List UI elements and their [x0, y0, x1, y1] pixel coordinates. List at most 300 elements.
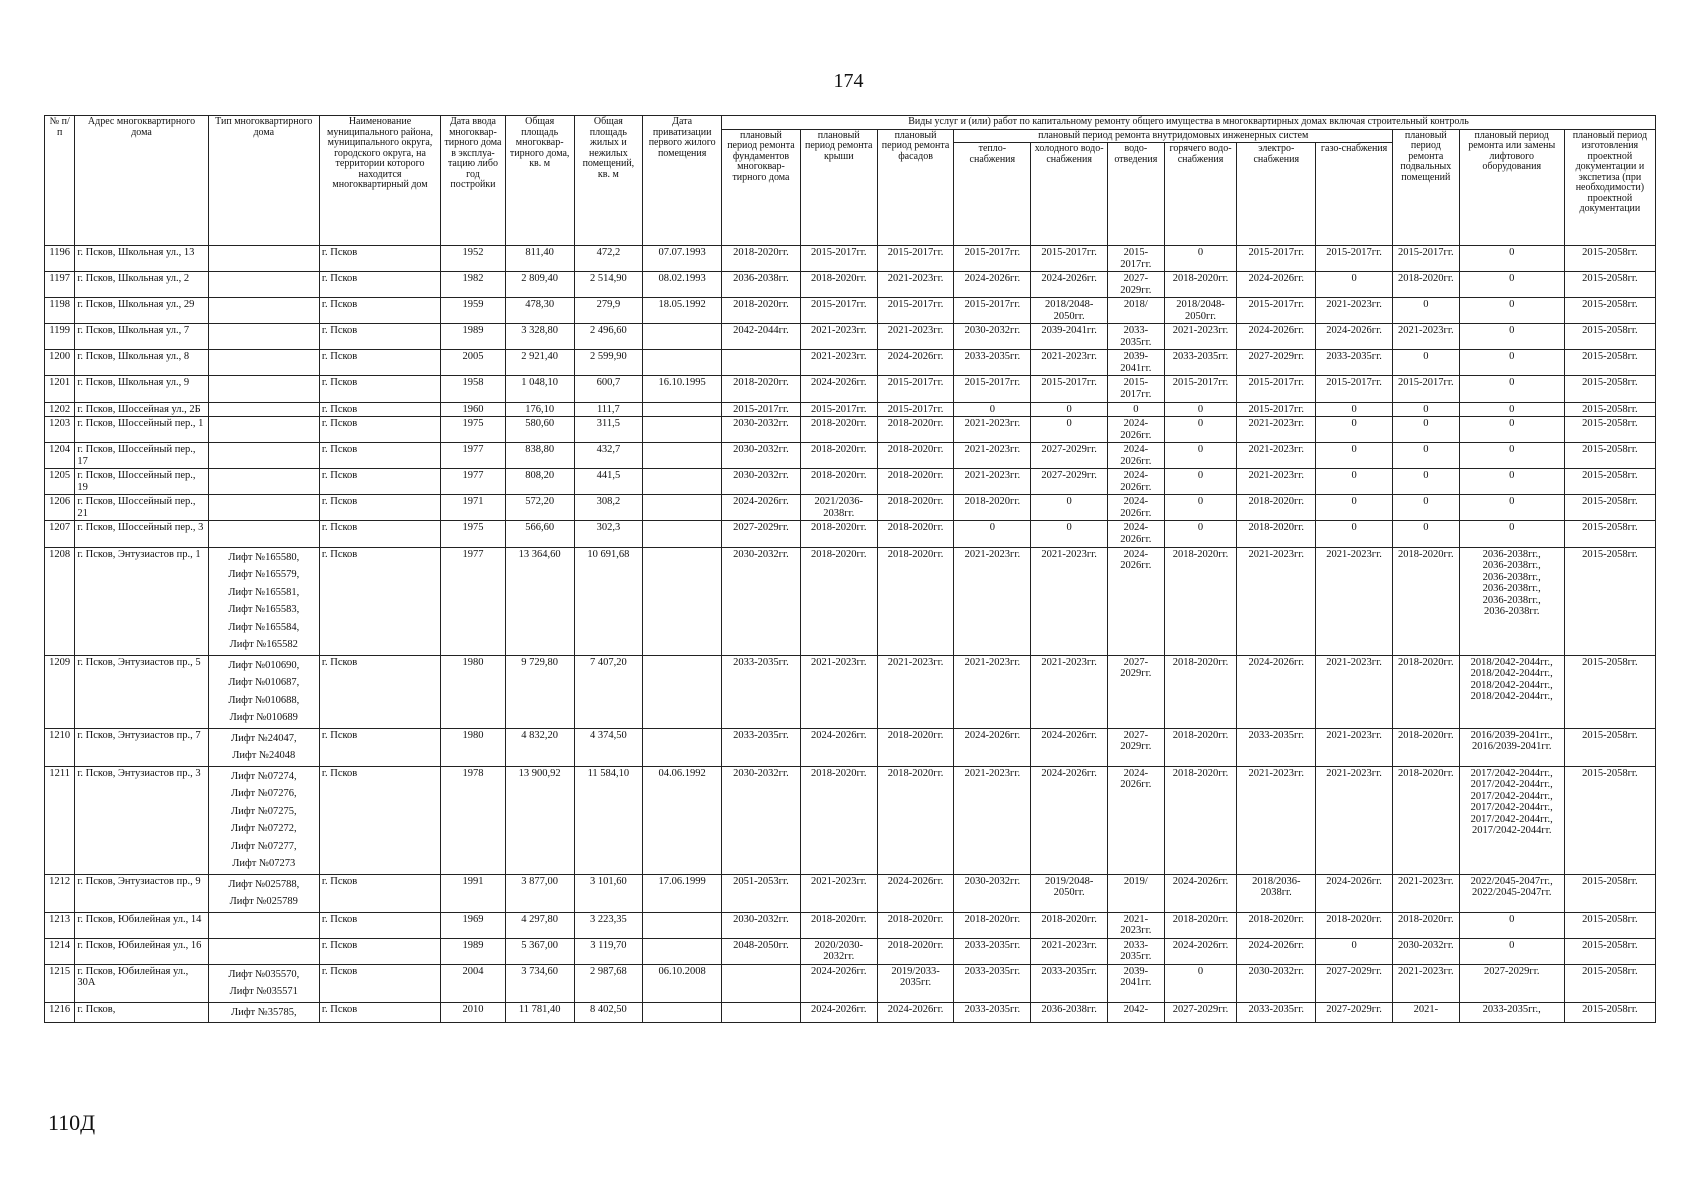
- cell-living-area: 600,7: [574, 376, 643, 402]
- lift-id: Лифт №010689: [229, 712, 298, 724]
- cell-hot-water: 2018-2020гг.: [1164, 547, 1237, 655]
- cell-total-area: 5 367,00: [505, 938, 574, 964]
- cell-total-area: 838,80: [505, 443, 574, 469]
- cell-heat: 0: [954, 402, 1031, 417]
- cell-elevator: [1459, 417, 1564, 443]
- cell-total-area: 9 729,80: [505, 655, 574, 728]
- cell-total-area: 2 921,40: [505, 350, 574, 376]
- cell-sewer: 2027-2029гг.: [1108, 272, 1165, 298]
- cell-design-docs: 2015-2058гг.: [1564, 469, 1655, 495]
- cell-hot-water: 2018/2048-2050гг.: [1164, 298, 1237, 324]
- cell-sewer: 2019/: [1108, 874, 1165, 912]
- cell-type: [208, 655, 319, 728]
- cell-heat: 2015-2017гг.: [954, 246, 1031, 272]
- cell-heat: 0: [954, 521, 1031, 547]
- cell-type: [208, 324, 319, 350]
- cell-address: г. Псков, Юбилейная ул., 16: [75, 938, 208, 964]
- cell-roof: 2024-2026гг.: [800, 1002, 877, 1023]
- cell-living-area: 302,3: [574, 521, 643, 547]
- table-row: [45, 469, 1656, 495]
- elevator-period: 2036-2038гг.,: [1482, 583, 1541, 595]
- cell-hot-water: 2027-2029гг.: [1164, 1002, 1237, 1023]
- cell-facade: 2015-2017гг.: [877, 298, 954, 324]
- cell-facade: 2018-2020гг.: [877, 495, 954, 521]
- header-type: Тип многоквартирного дома: [208, 116, 319, 246]
- cell-total-area: 3 877,00: [505, 874, 574, 912]
- table-row: [45, 938, 1656, 964]
- header-commission: Дата ввода многоквар-тирного дома в эксплуа-тацию либо год постройки: [441, 116, 506, 246]
- cell-cold-water: 2018/2048-2050гг.: [1031, 298, 1108, 324]
- cell-foundation: 2018-2020гг.: [722, 298, 801, 324]
- table-row: [45, 521, 1656, 547]
- cell-sewer: 2042-: [1108, 1002, 1165, 1023]
- cell-num: 1214: [45, 938, 75, 964]
- cell-municipality: г. Псков: [319, 246, 440, 272]
- cell-hot-water: 0: [1164, 469, 1237, 495]
- elevator-period: 2018/2042-2044гг.,: [1470, 679, 1553, 691]
- cell-num: 1212: [45, 874, 75, 912]
- cell-design-docs: 2015-2058гг.: [1564, 495, 1655, 521]
- cell-heat: 2021-2023гг.: [954, 443, 1031, 469]
- table-row: [45, 324, 1656, 350]
- cell-address: г. Псков, Юбилейная ул., 30А: [75, 964, 208, 1002]
- cell-foundation: [722, 350, 801, 376]
- cell-num: 1199: [45, 324, 75, 350]
- cell-basement: 0: [1392, 417, 1459, 443]
- cell-living-area: 8 402,50: [574, 1002, 643, 1023]
- elevator-period: 0: [1509, 325, 1515, 337]
- cell-type: [208, 443, 319, 469]
- cell-year: 1991: [441, 874, 506, 912]
- table-body: [45, 246, 1656, 1023]
- cell-living-area: 279,9: [574, 298, 643, 324]
- cell-elevator: [1459, 246, 1564, 272]
- cell-year: 1960: [441, 402, 506, 417]
- cell-privatization: 06.10.2008: [643, 964, 722, 1002]
- cell-roof: 2024-2026гг.: [800, 964, 877, 1002]
- cell-elevator: [1459, 443, 1564, 469]
- cell-hot-water: 0: [1164, 521, 1237, 547]
- cell-living-area: 4 374,50: [574, 728, 643, 766]
- cell-municipality: г. Псков: [319, 469, 440, 495]
- table-row: [45, 912, 1656, 938]
- cell-hot-water: 2015-2017гг.: [1164, 376, 1237, 402]
- cell-heat: 2018-2020гг.: [954, 495, 1031, 521]
- cell-sewer: 2024-2026гг.: [1108, 417, 1165, 443]
- cell-sewer: 2024-2026гг.: [1108, 547, 1165, 655]
- cell-municipality: г. Псков: [319, 324, 440, 350]
- cell-foundation: 2030-2032гг.: [722, 469, 801, 495]
- cell-gas: 2027-2029гг.: [1316, 1002, 1393, 1023]
- cell-heat: 2021-2023гг.: [954, 469, 1031, 495]
- cell-total-area: 808,20: [505, 469, 574, 495]
- lift-id: Лифт №010688,: [228, 694, 300, 706]
- cell-design-docs: 2015-2058гг.: [1564, 912, 1655, 938]
- cell-heat: 2021-2023гг.: [954, 655, 1031, 728]
- cell-type: [208, 417, 319, 443]
- cell-year: 1952: [441, 246, 506, 272]
- table-row: [45, 874, 1656, 912]
- cell-municipality: г. Псков: [319, 350, 440, 376]
- header-roof: плановый период ремонта крыши: [800, 129, 877, 246]
- elevator-period: 2036-2038гг.,: [1482, 594, 1541, 606]
- cell-roof: 2018-2020гг.: [800, 766, 877, 874]
- cell-hot-water: 2024-2026гг.: [1164, 874, 1237, 912]
- cell-foundation: 2030-2032гг.: [722, 912, 801, 938]
- table-row: [45, 417, 1656, 443]
- cell-hot-water: 2021-2023гг.: [1164, 324, 1237, 350]
- cell-municipality: г. Псков: [319, 766, 440, 874]
- cell-total-area: 566,60: [505, 521, 574, 547]
- cell-privatization: [643, 350, 722, 376]
- cell-privatization: 18.05.1992: [643, 298, 722, 324]
- elevator-period: 0: [1509, 418, 1515, 430]
- cell-basement: 2030-2032гг.: [1392, 938, 1459, 964]
- cell-electric: 2015-2017гг.: [1237, 376, 1316, 402]
- header-facade: плановый период ремонта фасадов: [877, 129, 954, 246]
- table-row: [45, 443, 1656, 469]
- cell-living-area: 3 119,70: [574, 938, 643, 964]
- cell-municipality: г. Псков: [319, 272, 440, 298]
- cell-address: г. Псков, Энтузиастов пр., 9: [75, 874, 208, 912]
- lift-id: Лифт №07272,: [230, 823, 297, 835]
- cell-design-docs: 2015-2058гг.: [1564, 938, 1655, 964]
- cell-facade: 2018-2020гг.: [877, 912, 954, 938]
- cell-gas: 2021-2023гг.: [1316, 655, 1393, 728]
- cell-basement: 0: [1392, 521, 1459, 547]
- cell-address: г. Псков, Шоссейный пер., 17: [75, 443, 208, 469]
- cell-foundation: [722, 964, 801, 1002]
- cell-facade: 2021-2023гг.: [877, 655, 954, 728]
- cell-year: 1959: [441, 298, 506, 324]
- cell-hot-water: 2018-2020гг.: [1164, 728, 1237, 766]
- cell-roof: 2018-2020гг.: [800, 443, 877, 469]
- cell-elevator: [1459, 655, 1564, 728]
- cell-total-area: 2 809,40: [505, 272, 574, 298]
- elevator-period: 2017/2042-2044гг.,: [1470, 779, 1553, 791]
- cell-num: 1203: [45, 417, 75, 443]
- cell-elevator: [1459, 495, 1564, 521]
- cell-municipality: г. Псков: [319, 655, 440, 728]
- cell-roof: 2021-2023гг.: [800, 324, 877, 350]
- cell-basement: 2015-2017гг.: [1392, 246, 1459, 272]
- cell-roof: 2020/2030-2032гг.: [800, 938, 877, 964]
- cell-foundation: 2015-2017гг.: [722, 402, 801, 417]
- cell-basement: 2018-2020гг.: [1392, 547, 1459, 655]
- cell-facade: 2018-2020гг.: [877, 417, 954, 443]
- header-works-group: Виды услуг и (или) работ по капитальному ремонту общего имущества в многоквартирных домах включая строительный контроль: [722, 116, 1656, 130]
- cell-sewer: 0: [1108, 402, 1165, 417]
- cell-roof: 2024-2026гг.: [800, 728, 877, 766]
- lift-id: Лифт №24048: [232, 750, 296, 762]
- elevator-period: 0: [1509, 939, 1515, 951]
- cell-elevator: [1459, 938, 1564, 964]
- cell-foundation: 2033-2035гг.: [722, 728, 801, 766]
- cell-foundation: 2051-2053гг.: [722, 874, 801, 912]
- cell-num: 1197: [45, 272, 75, 298]
- cell-num: 1211: [45, 766, 75, 874]
- cell-sewer: 2021-2023гг.: [1108, 912, 1165, 938]
- cell-municipality: г. Псков: [319, 376, 440, 402]
- cell-living-area: 441,5: [574, 469, 643, 495]
- cell-heat: 2030-2032гг.: [954, 324, 1031, 350]
- cell-type: [208, 272, 319, 298]
- cell-design-docs: 2015-2058гг.: [1564, 728, 1655, 766]
- cell-design-docs: 2015-2058гг.: [1564, 964, 1655, 1002]
- cell-privatization: [643, 547, 722, 655]
- cell-gas: 0: [1316, 272, 1393, 298]
- elevator-period: 2022/2045-2047гг.: [1471, 887, 1552, 899]
- cell-privatization: [643, 402, 722, 417]
- cell-heat: 2033-2035гг.: [954, 350, 1031, 376]
- cell-address: г. Псков, Шоссейный пер., 21: [75, 495, 208, 521]
- cell-cold-water: 2027-2029гг.: [1031, 469, 1108, 495]
- cell-address: г. Псков,: [75, 1002, 208, 1023]
- cell-year: 1980: [441, 728, 506, 766]
- cell-roof: 2018-2020гг.: [800, 521, 877, 547]
- header-engineering-group: плановый период ремонта внутридомовых инженерных систем: [954, 129, 1393, 143]
- cell-privatization: [643, 417, 722, 443]
- footer-code: 110Д: [48, 1110, 96, 1135]
- cell-roof: 2015-2017гг.: [800, 402, 877, 417]
- cell-privatization: [643, 1002, 722, 1023]
- cell-num: 1216: [45, 1002, 75, 1023]
- table-row: [45, 495, 1656, 521]
- header-electric: электро-снабжения: [1237, 143, 1316, 246]
- cell-type: [208, 350, 319, 376]
- elevator-period: 2022/2045-2047гг.,: [1470, 875, 1553, 887]
- cell-roof: 2021-2023гг.: [800, 874, 877, 912]
- elevator-period: 0: [1509, 470, 1515, 482]
- header-foundation: плановый период ремонта фундаментов многоквар-тирного дома: [722, 129, 801, 246]
- cell-heat: 2033-2035гг.: [954, 1002, 1031, 1023]
- cell-type: [208, 728, 319, 766]
- cell-privatization: [643, 655, 722, 728]
- header-gas: газо-снабжения: [1316, 143, 1393, 246]
- cell-facade: 2018-2020гг.: [877, 938, 954, 964]
- cell-facade: 2021-2023гг.: [877, 272, 954, 298]
- cell-total-area: 4 297,80: [505, 912, 574, 938]
- cell-municipality: г. Псков: [319, 874, 440, 912]
- cell-privatization: 16.10.1995: [643, 376, 722, 402]
- cell-year: 1975: [441, 417, 506, 443]
- cell-facade: 2021-2023гг.: [877, 324, 954, 350]
- cell-foundation: 2018-2020гг.: [722, 246, 801, 272]
- cell-num: 1204: [45, 443, 75, 469]
- cell-year: 1982: [441, 272, 506, 298]
- cell-roof: 2015-2017гг.: [800, 246, 877, 272]
- cell-total-area: 580,60: [505, 417, 574, 443]
- cell-living-area: 7 407,20: [574, 655, 643, 728]
- cell-heat: 2033-2035гг.: [954, 938, 1031, 964]
- cell-cold-water: 0: [1031, 402, 1108, 417]
- cell-design-docs: 2015-2058гг.: [1564, 402, 1655, 417]
- cell-basement: 2018-2020гг.: [1392, 912, 1459, 938]
- cell-facade: 2015-2017гг.: [877, 402, 954, 417]
- elevator-period: 2027-2029гг.: [1483, 965, 1540, 977]
- cell-cold-water: 2024-2026гг.: [1031, 272, 1108, 298]
- cell-electric: 2015-2017гг.: [1237, 402, 1316, 417]
- cell-total-area: 13 900,92: [505, 766, 574, 874]
- lift-id: Лифт №07275,: [230, 805, 297, 817]
- cell-total-area: 4 832,20: [505, 728, 574, 766]
- cell-foundation: 2030-2032гг.: [722, 417, 801, 443]
- cell-elevator: [1459, 912, 1564, 938]
- cell-living-area: 472,2: [574, 246, 643, 272]
- cell-cold-water: 2033-2035гг.: [1031, 964, 1108, 1002]
- cell-design-docs: 2015-2058гг.: [1564, 350, 1655, 376]
- cell-sewer: 2024-2026гг.: [1108, 469, 1165, 495]
- cell-hot-water: 2024-2026гг.: [1164, 938, 1237, 964]
- elevator-period: 2018/2042-2044гг.,: [1470, 691, 1553, 703]
- cell-electric: 2027-2029гг.: [1237, 350, 1316, 376]
- cell-privatization: [643, 521, 722, 547]
- cell-facade: 2024-2026гг.: [877, 350, 954, 376]
- cell-gas: 0: [1316, 443, 1393, 469]
- cell-municipality: г. Псков: [319, 402, 440, 417]
- cell-facade: 2024-2026гг.: [877, 874, 954, 912]
- cell-foundation: [722, 1002, 801, 1023]
- table-row: [45, 547, 1656, 655]
- cell-heat: 2024-2026гг.: [954, 272, 1031, 298]
- cell-foundation: 2042-2044гг.: [722, 324, 801, 350]
- header-hot-water: горячего водо-снабжения: [1164, 143, 1237, 246]
- cell-address: г. Псков, Шоссейная ул., 2Б: [75, 402, 208, 417]
- cell-electric: 2024-2026гг.: [1237, 324, 1316, 350]
- cell-gas: 2027-2029гг.: [1316, 964, 1393, 1002]
- cell-roof: 2018-2020гг.: [800, 912, 877, 938]
- cell-privatization: [643, 443, 722, 469]
- cell-electric: 2018-2020гг.: [1237, 912, 1316, 938]
- cell-foundation: 2030-2032гг.: [722, 547, 801, 655]
- cell-address: г. Псков, Энтузиастов пр., 1: [75, 547, 208, 655]
- cell-cold-water: 0: [1031, 521, 1108, 547]
- cell-electric: 2033-2035гг.: [1237, 1002, 1316, 1023]
- cell-address: г. Псков, Юбилейная ул., 14: [75, 912, 208, 938]
- cell-elevator: [1459, 874, 1564, 912]
- cell-basement: 2018-2020гг.: [1392, 766, 1459, 874]
- cell-cold-water: 2036-2038гг.: [1031, 1002, 1108, 1023]
- elevator-period: 2036-2038гг.,: [1482, 548, 1541, 560]
- header-heat: тепло-снабжения: [954, 143, 1031, 246]
- table-row: [45, 655, 1656, 728]
- cell-year: 1975: [441, 521, 506, 547]
- cell-design-docs: 2015-2058гг.: [1564, 443, 1655, 469]
- elevator-period: 0: [1509, 403, 1515, 415]
- cell-sewer: 2027-2029гг.: [1108, 728, 1165, 766]
- cell-total-area: 13 364,60: [505, 547, 574, 655]
- cell-design-docs: 2015-2058гг.: [1564, 547, 1655, 655]
- cell-num: 1206: [45, 495, 75, 521]
- cell-basement: 2018-2020гг.: [1392, 728, 1459, 766]
- cell-basement: 2018-2020гг.: [1392, 655, 1459, 728]
- elevator-period: 2017/2042-2044гг.,: [1470, 802, 1553, 814]
- cell-electric: 2024-2026гг.: [1237, 938, 1316, 964]
- cell-facade: 2018-2020гг.: [877, 547, 954, 655]
- cell-gas: 2024-2026гг.: [1316, 874, 1393, 912]
- lift-id: Лифт №24047,: [230, 732, 297, 744]
- lift-id: Лифт №165582: [229, 639, 298, 651]
- cell-privatization: [643, 728, 722, 766]
- cell-cold-water: 2021-2023гг.: [1031, 655, 1108, 728]
- cell-foundation: 2018-2020гг.: [722, 376, 801, 402]
- cell-sewer: 2027-2029гг.: [1108, 655, 1165, 728]
- cell-heat: 2015-2017гг.: [954, 298, 1031, 324]
- cell-gas: 2015-2017гг.: [1316, 376, 1393, 402]
- cell-living-area: 11 584,10: [574, 766, 643, 874]
- cell-num: 1198: [45, 298, 75, 324]
- cell-cold-water: 2021-2023гг.: [1031, 938, 1108, 964]
- cell-basement: 2021-: [1392, 1002, 1459, 1023]
- cell-electric: 2024-2026гг.: [1237, 655, 1316, 728]
- cell-electric: 2021-2023гг.: [1237, 766, 1316, 874]
- cell-electric: 2015-2017гг.: [1237, 246, 1316, 272]
- cell-municipality: г. Псков: [319, 938, 440, 964]
- cell-design-docs: 2015-2058гг.: [1564, 246, 1655, 272]
- cell-address: г. Псков, Школьная ул., 29: [75, 298, 208, 324]
- cell-design-docs: 2015-2058гг.: [1564, 521, 1655, 547]
- cell-total-area: 478,30: [505, 298, 574, 324]
- cell-municipality: г. Псков: [319, 298, 440, 324]
- cell-cold-water: 2021-2023гг.: [1031, 547, 1108, 655]
- elevator-period: 2036-2038гг.,: [1482, 571, 1541, 583]
- lift-id: Лифт №035571: [229, 986, 298, 998]
- cell-privatization: [643, 495, 722, 521]
- cell-year: 2004: [441, 964, 506, 1002]
- cell-heat: 2033-2035гг.: [954, 964, 1031, 1002]
- elevator-period: 0: [1509, 273, 1515, 285]
- cell-municipality: г. Псков: [319, 443, 440, 469]
- cell-elevator: [1459, 547, 1564, 655]
- cell-num: 1210: [45, 728, 75, 766]
- cell-elevator: [1459, 272, 1564, 298]
- elevator-period: 0: [1509, 377, 1515, 389]
- cell-hot-water: 2018-2020гг.: [1164, 912, 1237, 938]
- cell-address: г. Псков, Шоссейный пер., 3: [75, 521, 208, 547]
- cell-heat: 2021-2023гг.: [954, 547, 1031, 655]
- cell-privatization: 04.06.1992: [643, 766, 722, 874]
- cell-municipality: г. Псков: [319, 1002, 440, 1023]
- table-row: [45, 766, 1656, 874]
- cell-electric: 2021-2023гг.: [1237, 417, 1316, 443]
- cell-type: [208, 402, 319, 417]
- cell-hot-water: 0: [1164, 964, 1237, 1002]
- cell-num: 1215: [45, 964, 75, 1002]
- cell-living-area: 2 514,90: [574, 272, 643, 298]
- cell-address: г. Псков, Энтузиастов пр., 5: [75, 655, 208, 728]
- elevator-period: 0: [1509, 299, 1515, 311]
- cell-basement: 2021-2023гг.: [1392, 964, 1459, 1002]
- cell-foundation: 2030-2032гг.: [722, 766, 801, 874]
- cell-municipality: г. Псков: [319, 964, 440, 1002]
- cell-sewer: 2033-2035гг.: [1108, 938, 1165, 964]
- cell-foundation: 2033-2035гг.: [722, 655, 801, 728]
- header-sewer: водо-отведения: [1108, 143, 1165, 246]
- cell-num: 1207: [45, 521, 75, 547]
- cell-design-docs: 2015-2058гг.: [1564, 1002, 1655, 1023]
- cell-electric: 2018/2036-2038гг.: [1237, 874, 1316, 912]
- page-number: 174: [833, 70, 864, 92]
- lift-id: Лифт №07277,: [230, 840, 297, 852]
- elevator-period: 0: [1509, 496, 1515, 508]
- cell-address: г. Псков, Энтузиастов пр., 7: [75, 728, 208, 766]
- cell-gas: 0: [1316, 521, 1393, 547]
- cell-type: [208, 964, 319, 1002]
- header-privatization: Дата приватизации первого жилого помещения: [643, 116, 722, 246]
- cell-address: г. Псков, Шоссейный пер., 19: [75, 469, 208, 495]
- cell-num: 1196: [45, 246, 75, 272]
- cell-electric: 2030-2032гг.: [1237, 964, 1316, 1002]
